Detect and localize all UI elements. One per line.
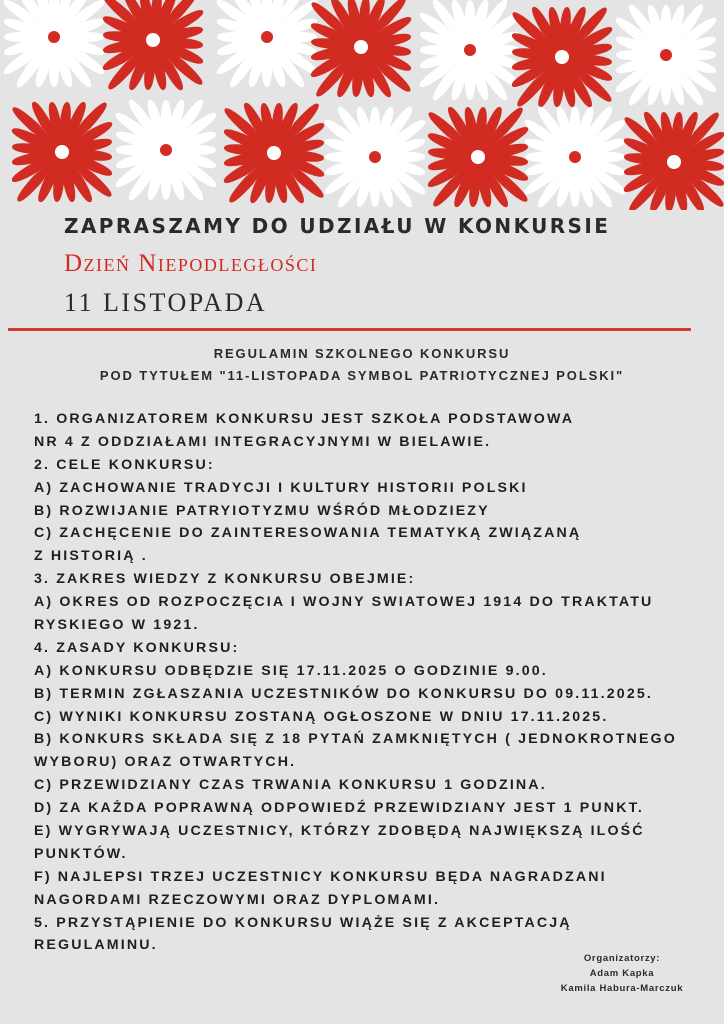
regulation-line: E) WYGRYWAJĄ UCZESTNICY, KTÓRZY ZDOBĘDĄ NAJWIĘKSZĄ ILOŚĆ: [34, 823, 645, 840]
regulation-line: REGULAMINU.: [34, 937, 158, 954]
flower-center: [55, 145, 69, 159]
event-title: Dzień Niepodległości: [64, 250, 318, 277]
flower-red: [308, 0, 413, 100]
organizer-name: Adam Kapka: [589, 968, 655, 979]
regulations-body: [34, 408, 714, 957]
regulation-line: A) OKRES OD ROZPOCZĘCIA I WOJNY SWIATOWEJ 1914 DO TRAKTATU: [34, 594, 654, 611]
regulation-line: NAGORDAMI RZECZOWYMI ORAZ DYPLOMAMI.: [34, 891, 441, 908]
regulation-line: D) ZA KAŻDA POPRAWNĄ ODPOWIEDŹ PRZEWIDZIANY JEST 1 PUNKT.: [34, 800, 644, 817]
flower-red: [425, 104, 530, 209]
flower-center: [569, 151, 581, 163]
flower-pattern-banner: [0, 0, 724, 210]
flower-center: [160, 144, 172, 156]
flower-white: [113, 97, 219, 203]
flower-red: [221, 100, 326, 205]
flower-white: [522, 104, 628, 210]
regulation-line: 3. ZAKRES WIEDZY Z KONKURSU OBEJMIE:: [34, 571, 416, 588]
flower-white: [613, 2, 719, 108]
regulation-line: C) ZACHĘCENIE DO ZAINTERESOWANIA TEMATYKĄ ZWIĄZANĄ: [34, 525, 582, 542]
flower-center: [354, 40, 368, 54]
invite-heading: ZAPRASZAMY DO UDZIAŁU W KONKURSIE: [64, 214, 611, 238]
flower-center: [261, 31, 273, 43]
regulation-line: 5. PRZYSTĄPIENIE DO KONKURSU WIĄŻE SIĘ Z AKCEPTACJĄ: [34, 914, 572, 931]
regulation-line: B) KONKURS SKŁADA SIĘ Z 18 PYTAŃ ZAMKNIĘTYCH ( JEDNOKROTNEGO: [34, 731, 677, 748]
flower-center: [267, 146, 281, 160]
flower-red: [9, 99, 114, 204]
flower-center: [660, 49, 672, 61]
flower-red: [509, 4, 614, 109]
regulation-line: 1. ORGANIZATOREM KONKURSU JEST SZKOŁA PODSTAWOWA: [34, 411, 575, 427]
regulation-line: F) NAJLEPSI TRZEJ UCZESTNICY KONKURSU BĘDA NAGRADZANI: [34, 868, 607, 885]
flower-center: [555, 50, 569, 64]
regulation-line: C) WYNIKI KONKURSU ZOSTANĄ OGŁOSZONE W DNIU 17.11.2025.: [34, 708, 609, 725]
regulation-line: PUNKTÓW.: [34, 845, 128, 862]
flower-white: [1, 0, 107, 90]
regulation-line: C) PRZEWIDZIANY CZAS TRWANIA KONKURSU 1 GODZINA.: [34, 777, 547, 794]
flower-red: [621, 109, 724, 210]
flower-center: [471, 150, 485, 164]
flower-center: [667, 155, 681, 169]
flower-center: [464, 44, 476, 56]
regulation-line: B) ROZWIJANIE PATRYIOTYZMU WŚRÓD MŁODZIEZY: [34, 502, 490, 519]
flower-center: [369, 151, 381, 163]
regulations-title-line1: REGULAMIN SZKOLNEGO KONKURSU: [213, 346, 511, 361]
regulations-title-line2: POD TYTUŁEM "11-LISTOPADA SYMBOL PATRIOTYCZNEJ POLSKI": [99, 368, 625, 383]
flower-white: [417, 0, 523, 103]
flower-white: [214, 0, 320, 90]
regulation-line: 2. CELE KONKURSU:: [34, 456, 215, 473]
event-date: 11 LISTOPADA: [64, 288, 268, 317]
regulation-line: A) KONKURSU ODBĘDZIE SIĘ 17.11.2025 O GODZINIE 9.00.: [34, 662, 548, 679]
organizers-label: Organizatorzy:: [583, 953, 661, 964]
divider-line: [8, 328, 691, 331]
flower-center: [146, 33, 160, 47]
regulation-line: B) TERMIN ZGŁASZANIA UCZESTNIKÓW DO KONKURSU DO 09.11.2025.: [34, 685, 653, 702]
flower-white: [322, 104, 428, 210]
regulation-line: Z HISTORIĄ .: [34, 548, 148, 565]
regulation-line: A) ZACHOWANIE TRADYCJI I KULTURY HISTORII POLSKI: [34, 479, 528, 496]
regulation-line: NR 4 Z ODDZIAŁAMI INTEGRACYJNYMI W BIELAWIE.: [34, 433, 492, 450]
regulation-line: WYBORU) ORAZ OTWARTYCH.: [34, 754, 297, 771]
regulation-line: RYSKIEGO W 1921.: [34, 617, 200, 634]
flower-red: [100, 0, 205, 93]
flower-center: [48, 31, 60, 43]
regulation-line: 4. ZASADY KONKURSU:: [34, 639, 240, 656]
organizer-name: Kamila Habura-Marczuk: [560, 983, 684, 994]
